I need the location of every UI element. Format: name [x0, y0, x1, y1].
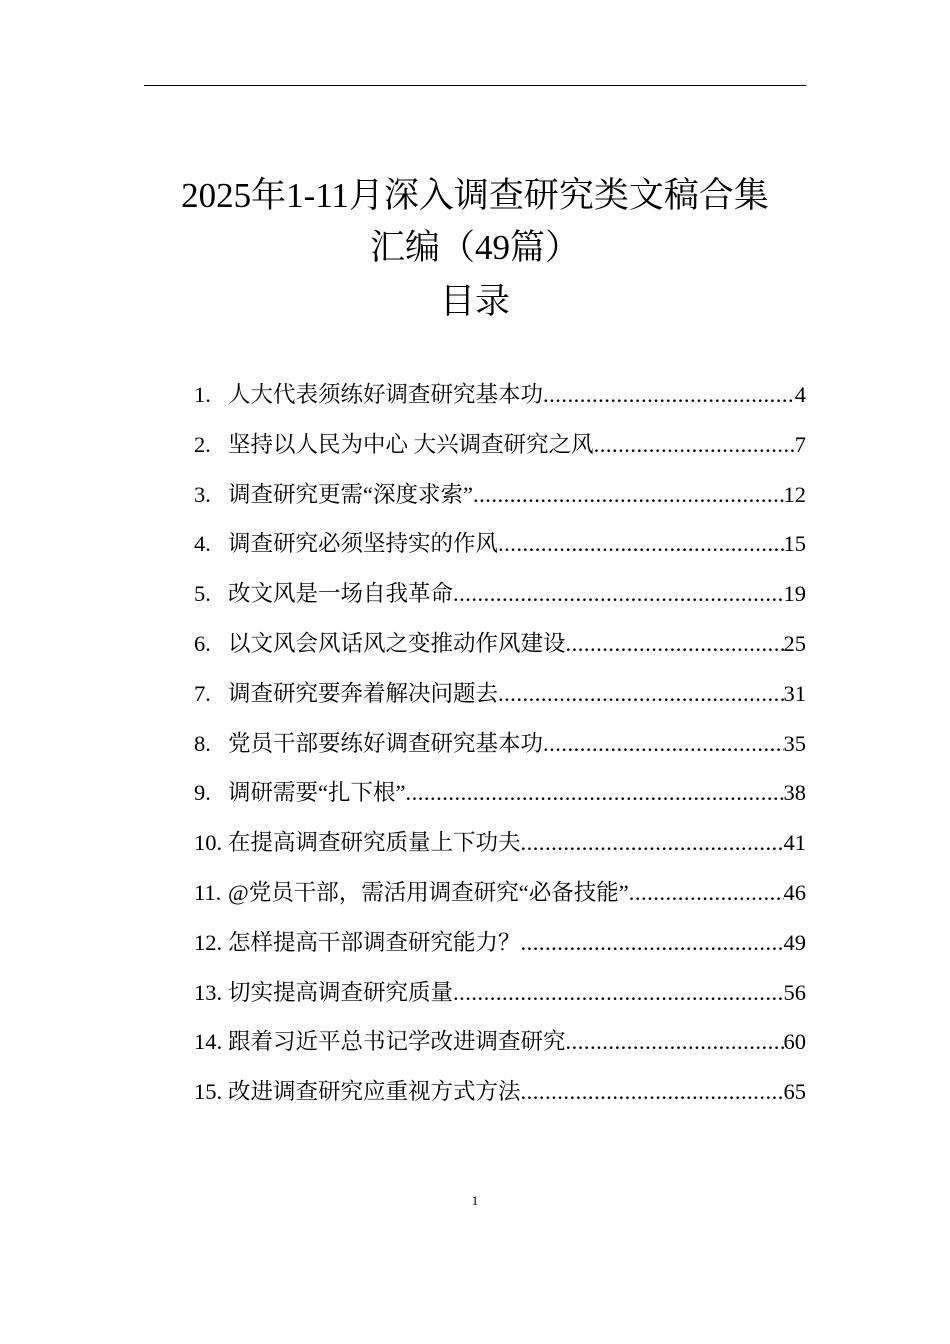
toc-entry[interactable] — [194, 569, 806, 619]
toc-entry-title: @党员干部，需活用调查研究“必备技能” — [228, 879, 629, 905]
toc-entry-number: 6. — [194, 630, 211, 656]
toc-dot-leader — [566, 619, 784, 669]
page-number: 1 — [471, 1193, 479, 1208]
toc-entry-page: 12 — [783, 481, 806, 507]
toc-dot-leader — [498, 669, 783, 719]
toc-entry[interactable] — [194, 818, 806, 868]
table-of-contents — [194, 370, 806, 1117]
toc-entry-title: 党员干部要练好调查研究基本功 — [228, 730, 544, 756]
toc-entry-number: 14. — [194, 1029, 223, 1055]
toc-entry[interactable] — [194, 470, 806, 520]
toc-entry-number: 11. — [194, 879, 222, 905]
document-title-line1: 2025年1-11月深入调查研究类文稿合集 — [181, 176, 769, 215]
toc-entry-title: 坚持以人民为中心 大兴调查研究之风 — [228, 431, 594, 457]
toc-entry[interactable] — [194, 519, 806, 569]
toc-entry-page: 46 — [783, 879, 806, 905]
toc-entry-number: 1. — [194, 382, 211, 407]
toc-entry-title: 以文风会风话风之变推动作风建设 — [228, 630, 566, 656]
toc-dot-leader — [629, 868, 784, 918]
toc-entry-title: 调查研究要奔着解决问题去 — [228, 680, 499, 706]
toc-entry-page: 65 — [783, 1079, 806, 1105]
toc-dot-leader — [521, 918, 784, 968]
toc-entry-number: 8. — [194, 730, 211, 756]
toc-entry-page: 7 — [794, 431, 806, 457]
toc-dot-leader — [473, 470, 784, 520]
toc-entry-number: 4. — [194, 531, 211, 557]
toc-entry[interactable] — [194, 1067, 806, 1117]
toc-entry[interactable] — [194, 918, 806, 968]
toc-entry[interactable] — [194, 768, 806, 818]
toc-entry-page: 56 — [783, 979, 806, 1005]
toc-entry-number: 5. — [194, 581, 211, 607]
toc-entry-page: 38 — [783, 780, 806, 806]
toc-entry[interactable] — [194, 370, 806, 420]
toc-dot-leader — [405, 768, 783, 818]
toc-entry-number: 9. — [194, 780, 211, 806]
toc-dot-leader — [566, 1017, 784, 1067]
toc-dot-leader — [543, 370, 795, 420]
title-block — [120, 170, 830, 328]
toc-entry-page: 4 — [794, 382, 806, 407]
toc-entry-title: 改进调查研究应重视方式方法 — [228, 1079, 521, 1105]
toc-entry-page: 60 — [783, 1029, 806, 1055]
toc-entry-title: 调查研究必须坚持实的作风 — [228, 531, 499, 557]
toc-entry-title: 跟着习近平总书记学改进调查研究 — [228, 1029, 566, 1055]
toc-entry-number: 13. — [194, 979, 223, 1005]
toc-entry[interactable] — [194, 719, 806, 769]
toc-dot-leader — [521, 818, 784, 868]
toc-entry-number: 10. — [194, 830, 223, 856]
toc-dot-leader — [594, 420, 795, 470]
toc-entry-page: 15 — [783, 531, 806, 557]
toc-entry[interactable] — [194, 619, 806, 669]
header-rule — [144, 85, 806, 86]
toc-entry-title: 调查研究更需“深度求索” — [228, 481, 473, 507]
toc-entry-title: 调研需要“扎下根” — [228, 780, 406, 806]
toc-dot-leader — [498, 519, 783, 569]
toc-entry-title: 在提高调查研究质量上下功夫 — [228, 830, 521, 856]
toc-dot-leader — [453, 968, 783, 1018]
toc-dot-leader — [543, 719, 783, 769]
toc-entry-page: 49 — [783, 929, 806, 955]
toc-entry[interactable] — [194, 1017, 806, 1067]
toc-entry-page: 41 — [783, 830, 806, 856]
toc-heading: 目录 — [439, 282, 510, 321]
toc-entry-number: 15. — [194, 1079, 223, 1105]
toc-entry-page: 25 — [783, 630, 806, 656]
toc-entry-title: 切实提高调查研究质量 — [228, 979, 454, 1005]
document-title-line2: 汇编（49篇） — [369, 228, 580, 267]
toc-entry-title: 怎样提高干部调查研究能力？ — [228, 929, 521, 955]
toc-entry-page: 31 — [783, 680, 806, 706]
toc-entry-page: 35 — [783, 730, 806, 756]
toc-entry[interactable] — [194, 420, 806, 470]
toc-entry-number: 12. — [194, 929, 223, 955]
toc-entry-title: 改文风是一场自我革命 — [228, 581, 454, 607]
toc-entry-number: 3. — [194, 481, 211, 507]
toc-entry[interactable] — [194, 868, 806, 918]
toc-entry-number: 7. — [194, 680, 211, 706]
toc-dot-leader — [453, 569, 783, 619]
toc-entry[interactable] — [194, 669, 806, 719]
toc-entry[interactable] — [194, 968, 806, 1018]
toc-entry-number: 2. — [194, 431, 211, 457]
toc-dot-leader — [521, 1067, 784, 1117]
toc-entry-title: 人大代表须练好调查研究基本功 — [228, 382, 544, 407]
toc-entry-page: 19 — [783, 581, 806, 607]
